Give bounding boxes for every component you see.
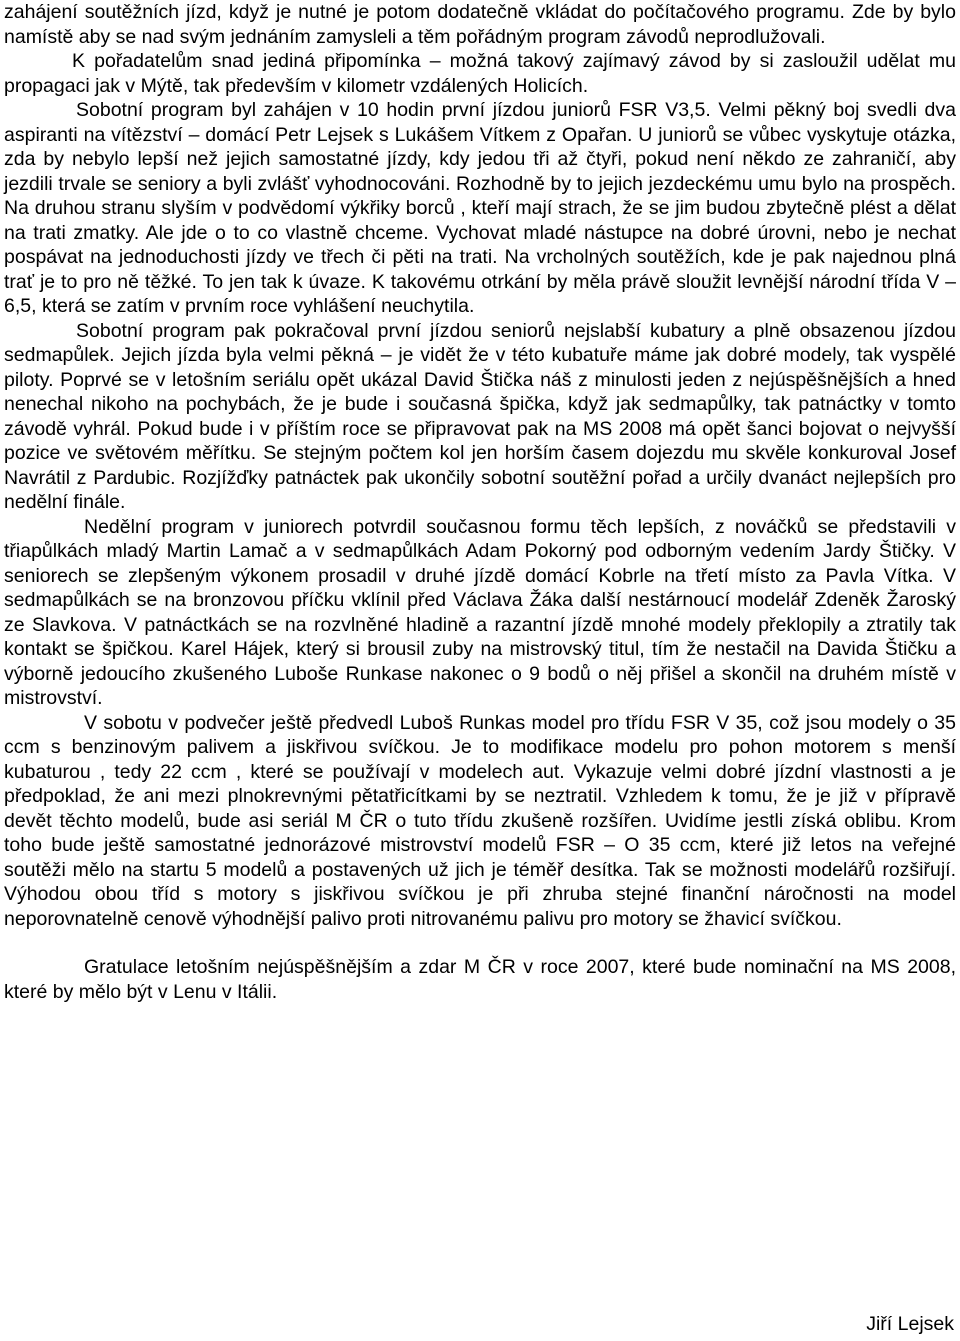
paragraph-saturday-seniors: Sobotní program pak pokračoval první jízdou seniorů nejslabší kubatury a plně obsazenou jízdou sedmapůlek. Jejich jízda byla velmi pěkná – je vidět že v této kubatuře máme jak dobré modely, tak vyspělé piloty. Poprvé se v letošním seriálu opět ukázal David Štička náš z minulosti jeden z nejúspěšnějších a hned nenechal nikoho na pochybách, že je bude i současná špička, když jak sedmapůlky, tak patnáctky v tomto závodě vyhrál. Pokud bude i v příštím roce se připravovat pak na MS 2008 má opět šanci bojovat o nejvyšší pozice ve světovém měřítku. Se stejným počtem kol jen horším časem dojezdu mu skvěle konkuroval Josef Navrátil z Pardubic. Rozjížďky patnáctek pak ukončily sobotní soutěžní pořad a určily dvanáct nejlepších pro nedělní finále.	[4, 319, 956, 513]
author-signature: Jiří Lejsek	[866, 1313, 954, 1335]
paragraph-intro-continuation: zahájení soutěžních jízd, když je nutné je potom dodatečně vkládat do počítačového programu. Zde by bylo namístě aby se nad svým jednáním zamysleli a těm pořádným program závodů neprodlužovali.	[4, 1, 956, 48]
paragraph-congratulations: Gratulace letošním nejúspěšnějším a zdar M ČR v roce 2007, které bude nominační na MS 2008, které by mělo být v Lenu v Itálii.	[4, 956, 956, 1003]
paragraph-sunday-program: Nedělní program v juniorech potvrdil současnou formu těch lepších, z nováčků se představili v třiapůlkách mladý Martin Lamač a v sedmapůlkách Adam Pokorný pod odborným vedením Jardy Štičky. V seniorech se zlepšeným výkonem prosadil v druhé jízdě domácí Kobrle na třetí místo za Pavla Vítka. V sedmapůlkách se na bronzovou příčku vklínil před Václava Žáka další nestárnoucí modelář Zdeněk Žaroský ze Slavkova. V patnáctkách se na rozvlněné hladině a razantní jízdě mnohé modely překlopily a ztratily tak kontakt se špičkou. Karel Hájek, který si brousil zuby na mistrovský titul, tím že nestačil na Davida Štičku a výborně jedoucího zkušeného Luboše Runkase nakonec o 9 bodů o něj přišel a skončil na druhém místě v mistrovství.	[4, 515, 956, 709]
paragraph-saturday-juniors: Sobotní program byl zahájen v 10 hodin první jízdou juniorů FSR V3,5. Velmi pěkný boj svedli dva aspiranti na vítězství – domácí Petr Lejsek s Lukášem Vítkem z Opařan. U juniorů se vůbec vyskytuje otázka, zda by nebylo lepší než jejich samostatné jízdy, kdy jedou tři až čtyři, pokud není někdo ze zahraničí, aby jezdili trvale se seniory a byli zvlášť vyhodnocováni. Rozhodně by to jejich jezdeckému umu bylo na prospěch. Na druhou stranu slyším v podvědomí výkřiky borců , kteří mají strach, že se jim budou zbytečně plést a dělat na trati zmatky. Ale jde o to co vlastně chceme. Vychovat mladé nástupce na dobré úrovni, nebo je nechat pospávat na jednoduchosti jízdy ve třech či pěti na trati. Na vrcholných soutěžích, kde je pak najednou plná trať je to pro ně těžké. To jen tak k úvaze. K takovému otrkání by měla právě sloužit levnější národní třída V – 6,5, která se zatím v prvním roce vyhlášení neuchytila.	[4, 99, 956, 317]
article-body	[4, 0, 956, 1004]
paragraph-fsr-v35: V sobotu v podvečer ještě předvedl Luboš Runkas model pro třídu FSR V 35, což jsou modely o 35 ccm s benzinovým palivem a jiskřivou svíčkou. Je to modifikace modelu pro pohon motorem s menší kubaturou , tedy 22 ccm , které se používají v modelech aut. Vykazuje velmi dobré jízdní vlastnosti a je předpoklad, že ani mezi plnokrevnými pětatřicítkami by se neztratil. Vzhledem k tomu, že je již v přípravě devět těchto modelů, bude asi seriál M ČR o tuto třídu zkušeně rozšířen. Uvidíme jestli získá oblibu. Krom toho bude ještě samostatné jednorázové mistrovství modelů FSR – O 35 ccm, které již letos na veřejné soutěži mělo na startu 5 modelů a postavených už jich je téměř desítka. Tak se možnosti modelářů rozšiřují. Výhodou obou tříd s motory s jiskřivou svíčkou je při zhruba stejné finanční náročnosti na model neporovnatelně cenově výhodnější palivo proti nitrovanému palivu pro motory se žhavicí svíčkou.	[4, 711, 956, 930]
paragraph-organizers-note: K pořadatelům snad jediná připomínka – možná takový zajímavý závod by si zasloužil udělat mu propagaci jak v Mýtě, tak především v kilometr vzdálených Holicích.	[4, 50, 956, 97]
paragraph-spacer	[4, 931, 956, 955]
